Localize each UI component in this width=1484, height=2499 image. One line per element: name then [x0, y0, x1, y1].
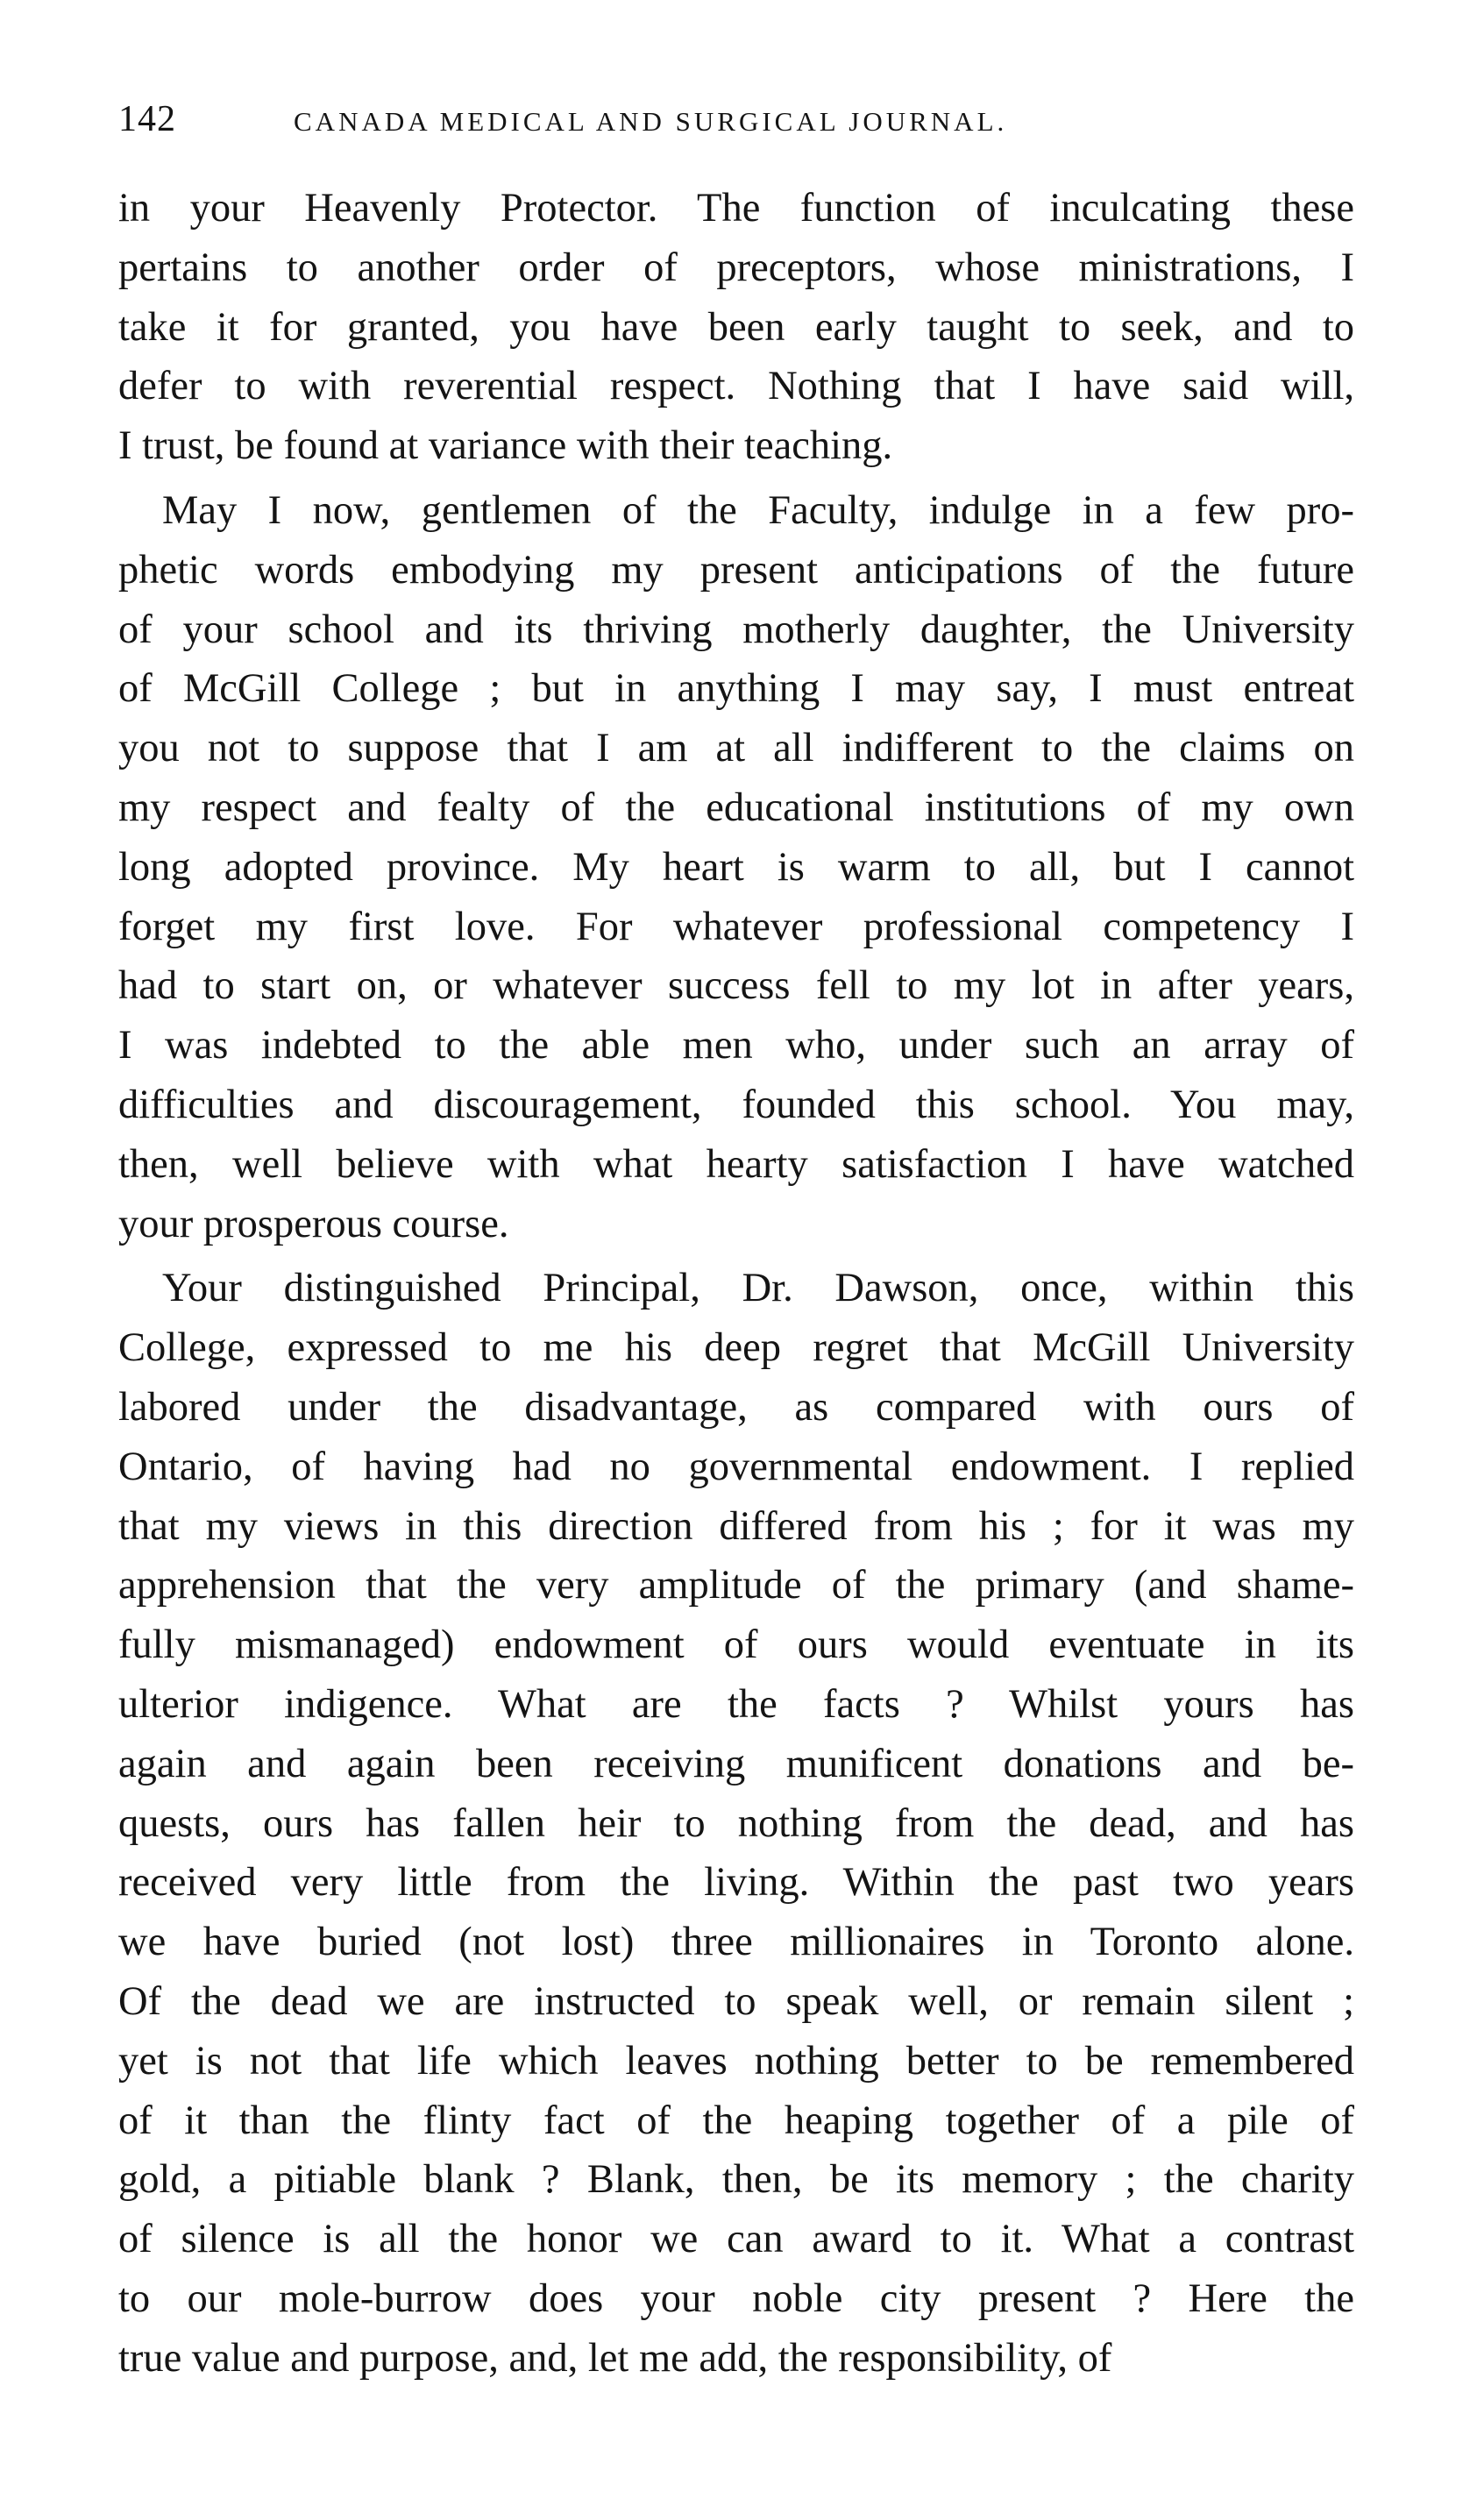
- text-line: then, well believe with what hearty satisfaction I have watched: [118, 1141, 1354, 1187]
- page: [118, 98, 1354, 2388]
- text-line: you not to suppose that I am at all indifferent to the claims on: [118, 726, 1354, 771]
- text-line: difficulties and discouragement, founded this school. You may,: [118, 1082, 1354, 1127]
- text-line: of silence is all the honor we can award to it. What a contrast: [118, 2217, 1354, 2262]
- text-line: in your Heavenly Protector. The function of inculcating these: [118, 186, 1354, 231]
- text-line: May I now, gentlemen of the Faculty, indulge in a few pro-: [162, 487, 1354, 533]
- journal-title: CANADA MEDICAL AND SURGICAL JOURNAL.: [294, 106, 1008, 137]
- running-head: [118, 98, 1354, 160]
- text-line: Your distinguished Principal, Dr. Dawson, once, within this: [162, 1266, 1354, 1311]
- text-line: received very little from the living. Within the past two years: [118, 1860, 1354, 1906]
- text-line: of it than the flinty fact of the heaping together of a pile of: [118, 2098, 1354, 2143]
- text-line: of McGill College ; but in anything I may say, I must entreat: [118, 666, 1354, 712]
- text-line: that my views in this direction differed from his ; for it was my: [118, 1503, 1354, 1549]
- text-line: long adopted province. My heart is warm to all, but I cannot: [118, 844, 1354, 890]
- text-line: apprehension that the very amplitude of the primary (and shame-: [118, 1563, 1354, 1608]
- text-line: again and again been receiving munificent donations and be-: [118, 1741, 1354, 1786]
- text-line: yet is not that life which leaves nothing better to be remembered: [118, 2038, 1354, 2084]
- text-line: true value and purpose, and, let me add, the responsibility, of: [118, 2335, 1112, 2381]
- text-line: College, expressed to me his deep regret that McGill University: [118, 1325, 1354, 1371]
- text-line: to our mole-burrow does your noble city present ? Here the: [118, 2275, 1354, 2321]
- text-line: fully mismanaged) endowment of ours would eventuate in its: [118, 1622, 1354, 1668]
- text-line: your prosperous course.: [118, 1201, 509, 1246]
- text-line: we have buried (not lost) three millionaires in Toronto alone.: [118, 1920, 1354, 1965]
- text-line: phetic words embodying my present anticipations of the future: [118, 547, 1354, 593]
- text-line: my respect and fealty of the educational institutions of my own: [118, 784, 1354, 830]
- text-line: forget my first love. For whatever professional competency I: [118, 904, 1354, 949]
- text-line: I trust, be found at variance with their teaching.: [118, 423, 893, 469]
- text-line: gold, a pitiable blank ? Blank, then, be its memory ; the charity: [118, 2157, 1354, 2203]
- text-line: of your school and its thriving motherly daughter, the University: [118, 607, 1354, 652]
- text-line: Of the dead we are instructed to speak well, or remain silent ;: [118, 1978, 1354, 2024]
- text-line: labored under the disadvantage, as compared with ours of: [118, 1384, 1354, 1430]
- text-line: ulterior indigence. What are the facts ? Whilst yours has: [118, 1681, 1354, 1727]
- text-line: defer to with reverential respect. Nothing that I have said will,: [118, 364, 1354, 409]
- paragraph: [118, 481, 1354, 1253]
- text-line: take it for granted, you have been early taught to seek, and to: [118, 304, 1354, 350]
- page-number: 142: [118, 99, 176, 139]
- text-line: pertains to another order of preceptors, whose ministrations, I: [118, 245, 1354, 290]
- body-text: [118, 179, 1354, 2388]
- paragraph: [118, 1259, 1354, 2388]
- text-line: I was indebted to the able men who, under such an array of: [118, 1023, 1354, 1068]
- text-line: had to start on, or whatever success fell to my lot in after years,: [118, 963, 1354, 1009]
- paragraph: [118, 179, 1354, 476]
- text-line: Ontario, of having had no governmental endowment. I replied: [118, 1444, 1354, 1489]
- text-line: quests, ours has fallen heir to nothing from the dead, and has: [118, 1800, 1354, 1846]
